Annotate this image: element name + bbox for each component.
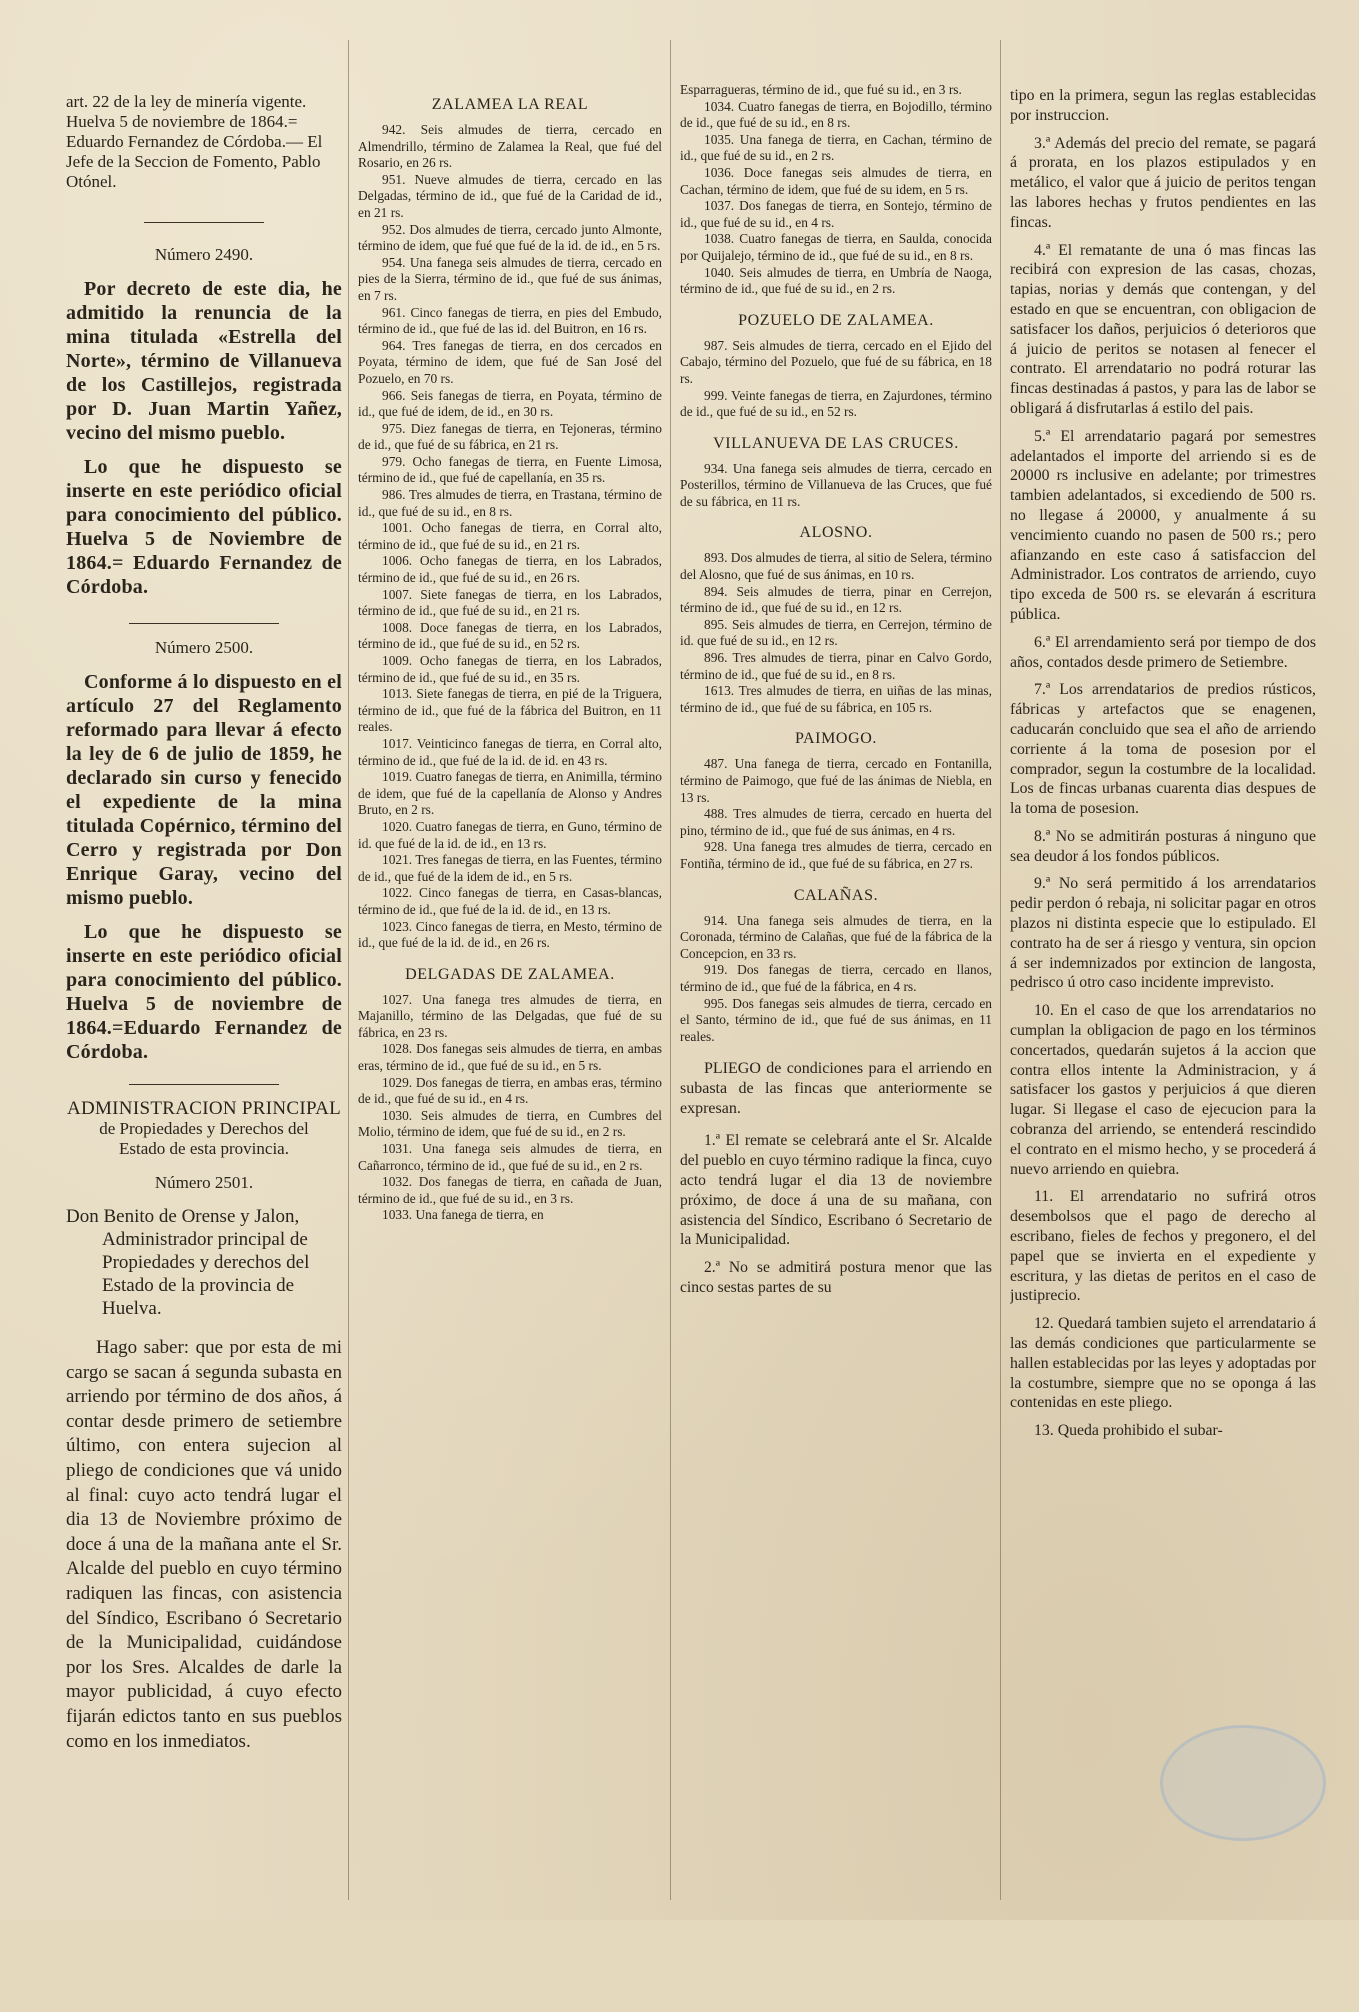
- property-entry: 979. Ocho fanegas de tierra, en Fuente Limosa, término de id., que fué de capellanía, en 35 rs.: [358, 453, 662, 486]
- column-3: [680, 82, 992, 2002]
- condition-item: 5.ª El arrendatario pagará por semestres adelantados el importe del arriendo si es de 20000 rs inclusive en adelante; por trimestres tambien adelantados, si excediendo de 500 rs. no llegase á 20000, y anualmente á su vencimiento cuando no pasen de 500 rs.; pero afianzando en este caso á satisfaccion del Administrador. Los contratos de arriendo, cuyo tipo exceda de 500 rs. se elevarán á escritura pública.: [1010, 427, 1316, 623]
- condition-item: 3.ª Además del precio del remate, se pagará á prorata, en los plazos estipulados y en metálico, el valor que á juicio de peritos tengan las labores hechas y frutos pendientes en las fincas.: [1010, 134, 1316, 231]
- condition-item: 11. El arrendatario no sufrirá otros desembolsos que el pago de derecho al escribano, fieles de fechos y pregonero, el del papel que se invierta en el expediente y escritura, y las dietas de peritos en el caso de justiprecio.: [1010, 1188, 1316, 1305]
- condition-item: 8.ª No se admitirán posturas á ninguno que sea deudor á los fondos públicos.: [1010, 827, 1316, 865]
- property-entry: 1037. Dos fanegas de tierra, en Sontejo, término de id., que fué de su id., en 4 rs.: [680, 198, 992, 230]
- property-entry: 1029. Dos fanegas de tierra, en ambas eras, término de id., que fué de su id., en 4 rs.: [358, 1074, 662, 1107]
- property-entry: 1017. Veinticinco fanegas de tierra, en Corral alto, término de id., que fué de la id. de id. en 43 rs.: [358, 735, 662, 768]
- property-entry: 914. Una fanega seis almudes de tierra, en la Coronada, término de Calañas, que fué de la fábrica de la Concepcion, en 33 rs.: [680, 912, 992, 961]
- property-entry: 1001. Ocho fanegas de tierra, en Corral alto, término de id., que fué de su id., en 21 rs.: [358, 520, 662, 552]
- column-1: [66, 92, 342, 2012]
- property-entry: 896. Tres almudes de tierra, pinar en Calvo Gordo, término de id., que fué de su id., en 8 rs.: [680, 650, 992, 682]
- administration-heading: [66, 1099, 342, 1159]
- notice-number: Número 2501.: [154, 1173, 254, 1192]
- property-entry: 1030. Seis almudes de tierra, en Cumbres del Molio, término de idem, que fué de su id., en 2 rs.: [358, 1107, 662, 1140]
- property-entry: 1031. Una fanega seis almudes de tierra, en Cañarronco, término de id., que fué de su id., en 2 rs.: [358, 1141, 662, 1173]
- property-entry: 893. Dos almudes de tierra, al sitio de Selera, término del Alosno, que fué de sus ánimas, en 10 rs.: [680, 550, 992, 583]
- section-heading: CALAÑAS.: [793, 886, 879, 904]
- administrator-name-line: Don Benito de Orense y Jalon,: [66, 1206, 300, 1227]
- section-heading: POZUELO DE ZALAMEA.: [738, 311, 934, 329]
- property-entry: 1022. Cinco fanegas de tierra, en Casas-blancas, término de id., que fué de la id. de id., en 13 rs.: [358, 885, 662, 917]
- column-rule: [670, 40, 671, 1900]
- administrator-name: [66, 1205, 342, 1320]
- property-entry: 1613. Tres almudes de tierra, en uiñas de las minas, término de id., que fué de su fábrica, en 105 rs.: [680, 683, 992, 715]
- property-entry: 1008. Doce fanegas de tierra, en los Labrados, término de id., que fué de su id., en 52 rs.: [358, 619, 662, 652]
- notice-number: Número 2490.: [154, 245, 254, 264]
- property-entry: 487. Una fanega de tierra, cercado en Fontanilla, término de Paimogo, que fué de las ánimas de Niebla, en 13 rs.: [680, 756, 992, 805]
- property-entry: 1007. Siete fanegas de tierra, en los Labrados, término de id., que fué de su id., en 21 rs.: [358, 586, 662, 619]
- property-entry: 954. Una fanega seis almudes de tierra, cercado en pies de la Sierra, término de id., que fué de sus ánimas, en 7 rs.: [358, 254, 662, 303]
- condition-item: tipo en la primera, segun las reglas establecidas por instruccion.: [1010, 87, 1316, 124]
- property-entry: 995. Dos fanegas seis almudes de tierra, cercado en el Santo, término de id., que fué de sus ánimas, en 11 reales.: [680, 995, 992, 1044]
- property-entry: 961. Cinco fanegas de tierra, en pies del Embudo, término de id., que fué de las id. del Buitron, en 16 rs.: [358, 304, 662, 337]
- property-entry: 942. Seis almudes de tierra, cercado en Almendrillo, término de Zalamea la Real, que fué del Rosario, en 26 rs.: [358, 122, 662, 171]
- condition-item: 7.ª Los arrendatarios de predios rústicos, fábricas y artefactos que se enagenen, caducarán concluido que sea el año de arriendo corriente á la toma de posesion por el comprador, segun la costumbre de la localidad. Los de fincas urbanas cuarenta dias despues de la toma de posesion.: [1010, 681, 1316, 818]
- section-heading: DELGADAS DE ZALAMEA.: [405, 965, 615, 983]
- property-entry: 952. Dos almudes de tierra, cercado junto Almonte, término de idem, que fué que fué de la id. de id., en 5 rs.: [358, 221, 662, 254]
- condition-item: 12. Quedará tambien sujeto el arrendatario á las demás condiciones que particularmente se hallen establecidas por las leyes y adoptadas por la costumbre, siempre que no se oponga á las contenidas en este pliego.: [1010, 1315, 1316, 1412]
- divider: [129, 1084, 279, 1085]
- column-4: [1010, 86, 1316, 2006]
- auction-announcement: Hago saber: que por esta de mi cargo se sacan á segunda subasta en arriendo por término de dos años, á contar desde primero de setiembre último, con entera sujecion al pliego de condiciones que vá unido al final: cuyo acto tendrá lugar el dia 13 de Noviembre próximo de doce á una de la mañana ante el Sr. Alcalde del pueblo en cuyo término radiquen las fincas, con asistencia del Síndico, Escribano ó Secretario de la Municipalidad, cuidándose por los Sres. Alcaldes de darle la mayor publicidad, á cuyo efecto fijarán edictos tanto en sus pueblos como en los inmediatos.: [66, 1337, 342, 1752]
- property-entry: 934. Una fanega seis almudes de tierra, cercado en Posterillos, término de Villanueva de las Cruces, que fué de su fábrica, en 11 rs.: [680, 460, 992, 509]
- divider: [144, 222, 264, 223]
- condition-item: 4.ª El rematante de una ó mas fincas las recibirá con expresion de las casas, chozas, tapias, norias y demás que contengan, y del estado en que se encuentran, con obligacion de satisfacer los daños, perjuicios ó deterioros que á juicio de peritos se notasen al fenecer el contrato. El arrendatario no podrá roturar las fincas destinadas á pastos, y para las de labor se obligará á disfrutarlas á estilo del pais.: [1010, 241, 1316, 417]
- condition-item: 9.ª No será permitido á los arrendatarios pedir perdon ó rebaja, ni solicitar pagar en otros plazos ni distinta especie que lo estipulado. El contrato ha de ser á riesgo y ventura, sin opcion á ser indemnizados por extincion de langosta, pedrisco ú otro caso incidente imprevisto.: [1010, 875, 1316, 992]
- property-entry: 928. Una fanega tres almudes de tierra, cercado en Fontiña, término de id., que fué de su fábrica, en 27 rs.: [680, 839, 992, 871]
- property-entry: 1033. Una fanega de tierra, en: [382, 1207, 544, 1223]
- column-2: [358, 92, 662, 2012]
- library-watermark-stamp: [1160, 1725, 1326, 1841]
- section-heading: ZALAMEA LA REAL: [431, 96, 589, 113]
- property-entry: 1032. Dos fanegas de tierra, en cañada de Juan, término de id., que fué de su id., en 3 rs.: [358, 1174, 662, 1206]
- property-entry: 1013. Siete fanegas de tierra, en pié de la Triguera, término de id., que fué de la fábrica del Buitron, en 11 reales.: [358, 686, 662, 735]
- condition-item: 6.ª El arrendamiento será por tiempo de dos años, contados desde primero de Setiembre.: [1010, 633, 1316, 671]
- section-heading: VILLANUEVA DE LAS CRUCES.: [713, 434, 959, 452]
- condition-item: 13. Queda prohibido el subar-: [1034, 1422, 1223, 1440]
- property-entry: 1040. Seis almudes de tierra, en Umbría de Naoga, término de id., que fué de su id., en 2 rs.: [680, 264, 992, 297]
- property-entry: Esparragueras, término de id., que fué su id., en 3 rs.: [680, 82, 962, 97]
- administration-subtitle: de Propiedades y Derechos del: [99, 1119, 309, 1138]
- property-entry: 964. Tres fanegas de tierra, en dos cercados en Poyata, término de idem, que fué de San José del Pozuelo, en 70 rs.: [358, 337, 662, 386]
- property-entry: 919. Dos fanegas de tierra, cercado en llanos, término de id., que fué de la fábrica, en 4 rs.: [680, 962, 992, 994]
- property-entry: 1035. Una fanega de tierra, en Cachan, término de id., que fué de su id., en 2 rs.: [680, 131, 992, 164]
- property-entry: 986. Tres almudes de tierra, en Trastana, término de id., que fué de su id., en 8 rs.: [358, 487, 662, 519]
- property-entry: 1020. Cuatro fanegas de tierra, en Guno, término de id. que fué de la id. de id., en 13 rs.: [358, 818, 662, 851]
- property-entry: 999. Veinte fanegas de tierra, en Zajurdones, término de id., que fué de su id., en 52 rs.: [680, 387, 992, 420]
- notice-number: Número 2500.: [154, 638, 254, 657]
- property-entry: 1034. Cuatro fanegas de tierra, en Bojodillo, término de id., que fué de su id., en 8 rs.: [680, 98, 992, 131]
- condition-item: 2.ª No se admitirá postura menor que las cinco sestas partes de su: [680, 1259, 992, 1296]
- property-entry: 1019. Cuatro fanegas de tierra, en Animilla, término de idem, que fué de la capellanía de Alonso y Andres Bruto, en 2 rs.: [358, 769, 662, 818]
- property-entry: 488. Tres almudes de tierra, cercado en huerta del pino, término de id., que fué de sus ánimas, en 4 rs.: [680, 806, 992, 838]
- column-rule: [1000, 40, 1001, 1900]
- property-entry: 895. Seis almudes de tierra, en Cerrejon, término de id. que fué de su id., en 12 rs.: [680, 616, 992, 649]
- notice-2500-body: Conforme á lo dispuesto en el artículo 27 del Reglamento reformado para llevar á efecto la ley de 6 de julio de 1859, he declarado sin curso y fenecido el expediente de la mina titulada Copérnico, término del Cerro y registrada por Don Enrique Garay, vecino del mismo pueblo.: [66, 671, 342, 909]
- conditions-heading: PLIEGO de condiciones para el arriendo en subasta de las fincas que anteriormente se expresan.: [680, 1060, 992, 1118]
- previous-notice-end: art. 22 de la ley de minería vigente. Huelva 5 de noviembre de 1864.= Eduardo Fernandez de Córdoba.— El Jefe de la Seccion de Fomento, Pablo Otónel.: [66, 92, 323, 191]
- divider: [129, 623, 279, 624]
- delgadas-entries: [358, 992, 662, 1224]
- administrator-title: Administrador principal de Propiedades y derechos del Estado de la provincia de Huelva.: [102, 1229, 310, 1319]
- property-entry: 987. Seis almudes de tierra, cercado en el Ejido del Cabajo, término del Pozuelo, que fué de su fábrica, en 18 rs.: [680, 337, 992, 386]
- property-entry: 951. Nueve almudes de tierra, cercado en las Delgadas, término de id., que fué de la Caridad de id., en 21 rs.: [358, 171, 662, 220]
- property-entry: 1023. Cinco fanegas de tierra, en Mesto, término de id., que fué de la id. de id., en 26 rs.: [358, 918, 662, 951]
- property-entry: 1038. Cuatro fanegas de tierra, en Saulda, conocida por Quijalejo, término de id., que fué de su id., en 8 rs.: [680, 231, 992, 263]
- property-entry: 1006. Ocho fanegas de tierra, en los Labrados, término de id., que fué de su id., en 26 rs.: [358, 553, 662, 586]
- notice-2490-body: Por decreto de este dia, he admitido la renuncia de la mina titulada «Estrella del Norte», término de Villanueva de los Castillejos, registrada por D. Juan Martin Yañez, vecino del mismo pueblo.: [66, 278, 342, 444]
- notice-2490-footer: Lo que he dispuesto se inserte en este periódico oficial para conocimiento del público. Huelva 5 de Noviembre de 1864.= Eduardo Fernandez de Córdoba.: [66, 456, 342, 598]
- section-heading: PAIMOGO.: [794, 730, 877, 748]
- zalamea-entries: [358, 122, 662, 952]
- property-entry: 894. Seis almudes de tierra, pinar en Cerrejon, término de id., que fué de su id., en 12 rs.: [680, 583, 992, 616]
- administration-title: ADMINISTRACION PRINCIPAL: [66, 1098, 342, 1119]
- condition-item: 10. En el caso de que los arrendatarios no cumplan la obligacion de pago en los términos concertados, quedarán sujetos á la accion que contra ellos intente la Administracion, y á satisfacer los gastos y perjuicios á que dieren lugar. Si llegase el caso de ejecucion para la cobranza del arriendo, se entenderá rescindido el contrato en el mismo hecho, y se procederá á nuevo arriendo en quiebra.: [1010, 1002, 1316, 1178]
- property-entry: 1036. Doce fanegas seis almudes de tierra, en Cachan, término de idem, que fué de su idem, en 5 rs.: [680, 164, 992, 197]
- condition-item: 1.ª El remate se celebrará ante el Sr. Alcalde del pueblo en cuyo término radique la finca, cuyo acto tendrá lugar el dia 13 de noviembre próximo, de doce á una de su mañana, con asistencia del Síndico, Escribano ó Secretario de la Municipalidad.: [680, 1132, 992, 1249]
- property-entry: 1028. Dos fanegas seis almudes de tierra, en ambas eras, término de id., que fué de su id., en 5 rs.: [358, 1041, 662, 1074]
- property-entry: 1009. Ocho fanegas de tierra, en los Labrados, término de id., que fué de su id., en 35 rs.: [358, 653, 662, 685]
- administration-subtitle: Estado de esta provincia.: [119, 1139, 289, 1158]
- notice-2500-footer: Lo que he dispuesto se inserte en este periódico oficial para conocimiento del público. Huelva 5 de noviembre de 1864.=Eduardo Fernandez de Córdoba.: [66, 921, 342, 1063]
- property-entry: 1027. Una fanega tres almudes de tierra, en Majanillo, término de las Delgadas, que fué de su fábrica, en 23 rs.: [358, 991, 662, 1040]
- property-entry: 1021. Tres fanegas de tierra, en las Fuentes, término de id., que fué de la idem de id., en 5 rs.: [358, 852, 662, 884]
- section-heading: ALOSNO.: [799, 524, 873, 542]
- property-entry: 975. Diez fanegas de tierra, en Tejoneras, término de id., que fué de su fábrica, en 21 rs.: [358, 420, 662, 453]
- property-entry: 966. Seis fanegas de tierra, en Poyata, término de id., que fué de idem, de id., en 30 rs.: [358, 387, 662, 420]
- column-rule: [348, 40, 349, 1900]
